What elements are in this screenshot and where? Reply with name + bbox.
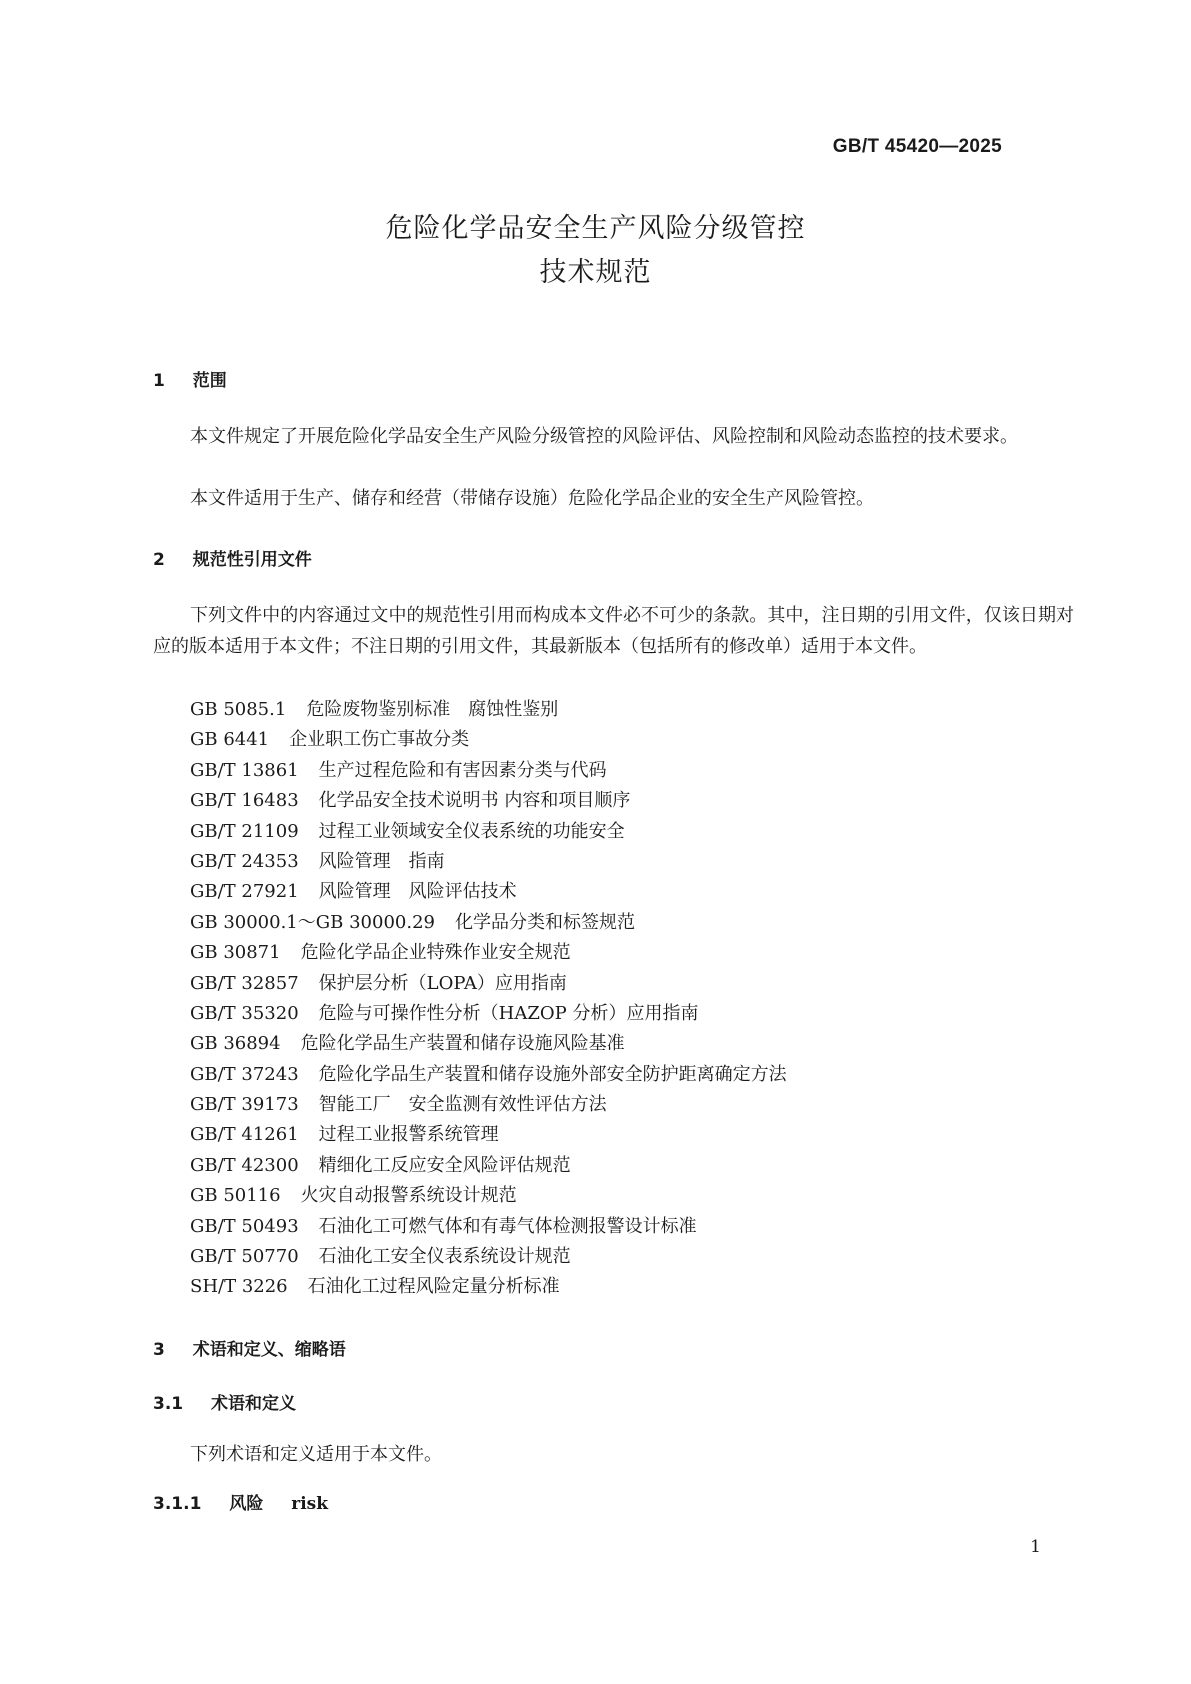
normative-references-list <box>190 695 787 1303</box>
section-2-heading <box>153 545 312 570</box>
list-item: GB/T 32857 保护层分析（LOPA）应用指南 <box>190 972 567 994</box>
document-title-line-2: 技术规范 <box>539 257 652 288</box>
section-title: 术语和定义 <box>211 1394 297 1414</box>
list-item: GB/T 42300 精细化工反应安全风险评估规范 <box>190 1154 571 1176</box>
term-3-1-1-heading <box>153 1489 328 1514</box>
section-number: 3.1.1 <box>153 1494 202 1514</box>
section-number: 2 <box>153 550 165 570</box>
list-item: GB 5085.1 危险废物鉴别标准 腐蚀性鉴别 <box>190 699 559 720</box>
list-item: GB 30000.1～GB 30000.29 化学品分类和标签规范 <box>190 911 635 933</box>
section-number: 3.1 <box>153 1394 184 1414</box>
list-item: GB 36894 危险化学品生产装置和储存设施风险基准 <box>190 1033 625 1055</box>
list-item: GB 50116 火灾自动报警系统设计规范 <box>190 1185 517 1207</box>
section-1-heading <box>153 366 227 391</box>
document-title-line-1: 危险化学品安全生产风险分级管控 <box>385 213 806 244</box>
page-number: 1 <box>1030 1537 1041 1557</box>
terms-intro-paragraph: 下列术语和定义适用于本文件。 <box>190 1444 442 1465</box>
standard-code: GB/T 45420—2025 <box>832 136 1002 157</box>
list-item: GB/T 24353 风险管理 指南 <box>190 850 445 872</box>
list-item: GB/T 50770 石油化工安全仪表系统设计规范 <box>190 1246 571 1268</box>
list-item: GB 6441 企业职工伤亡事故分类 <box>190 729 470 751</box>
section-3-heading <box>153 1335 346 1360</box>
list-item: GB/T 21109 过程工业领域安全仪表系统的功能安全 <box>190 820 625 842</box>
list-item: GB/T 50493 石油化工可燃气体和有毒气体检测报警设计标准 <box>190 1215 697 1237</box>
list-item: GB/T 35320 危险与可操作性分析（HAZOP 分析）应用指南 <box>190 1002 699 1024</box>
subsection-3-1-heading <box>153 1389 296 1414</box>
scope-paragraph-2: 本文件适用于生产、储存和经营（带储存设施）危险化学品企业的安全生产风险管控。 <box>190 488 874 509</box>
term-english: risk <box>291 1494 329 1514</box>
list-item: GB/T 39173 智能工厂 安全监测有效性评估方法 <box>190 1094 607 1116</box>
scope-paragraph-1: 本文件规定了开展危险化学品安全生产风险分级管控的风险评估、风险控制和风险动态监控的技术要求。 <box>190 426 1018 447</box>
references-intro-paragraph: 下列文件中的内容通过文中的规范性引用而构成本文件必不可少的条款。其中，注日期的引用文件，仅该日期对应的版本适用于本文件；不注日期的引用文件，其最新版本（包括所有的修改单）适用于本文件。 <box>153 605 1074 657</box>
list-item: SH/T 3226 石油化工过程风险定量分析标准 <box>190 1276 560 1298</box>
list-item: GB 30871 危险化学品企业特殊作业安全规范 <box>190 942 571 964</box>
list-item: GB/T 27921 风险管理 风险评估技术 <box>190 881 517 903</box>
section-title: 规范性引用文件 <box>192 550 312 570</box>
term-chinese: 风险 <box>229 1494 264 1514</box>
list-item: GB/T 16483 化学品安全技术说明书 内容和项目顺序 <box>190 790 631 812</box>
list-item: GB/T 37243 危险化学品生产装置和储存设施外部安全防护距离确定方法 <box>190 1063 787 1085</box>
section-number: 3 <box>153 1340 165 1360</box>
section-number: 1 <box>153 371 165 391</box>
list-item: GB/T 41261 过程工业报警系统管理 <box>190 1124 499 1146</box>
section-title: 范围 <box>192 371 227 391</box>
section-title: 术语和定义、缩略语 <box>192 1340 346 1360</box>
list-item: GB/T 13861 生产过程危险和有害因素分类与代码 <box>190 759 607 781</box>
